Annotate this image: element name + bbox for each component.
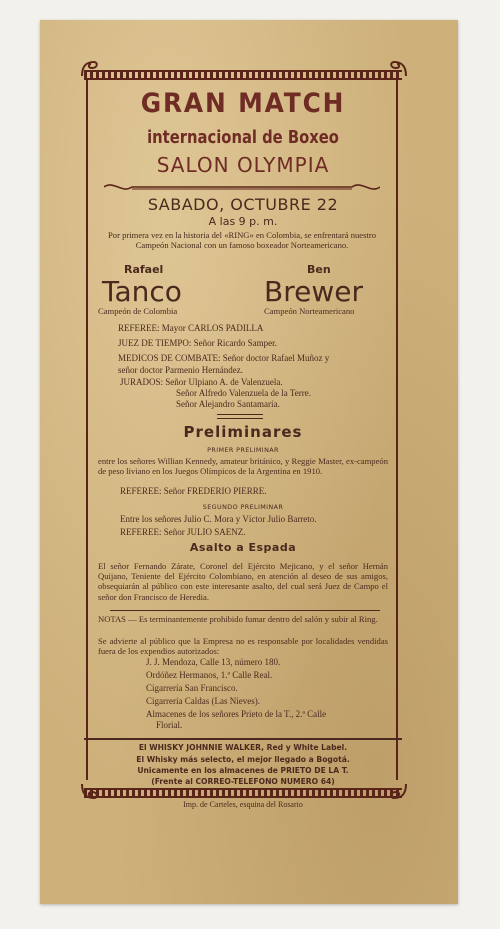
venue-name: SALON OLYMPIA — [156, 153, 330, 177]
advert-line-2: El Whisky más selecto, el mejor llegado a Bogotá. — [136, 755, 350, 764]
first-preliminary-referee: REFEREE: Señor FREDERIO PIERRE. — [120, 486, 267, 496]
referee-line: REFEREE: Mayor CARLOS PADILLA — [118, 323, 264, 333]
fighter-left-title: Campeón de Colombia — [98, 306, 178, 316]
judges-line-1: JURADOS: Señor Ulpiano A. de Valenzuela. — [120, 377, 283, 387]
preliminaries-heading: Preliminares — [183, 423, 303, 441]
poster-title: GRAN MATCH — [140, 88, 346, 119]
judges-line-2: Señor Alfredo Valenzuela de la Terre. — [176, 388, 311, 398]
printer-imprint: Imp. de Carteles, esquina del Rosario — [183, 800, 303, 809]
outlet-item: Ordóñez Hermanos, 1.ª Calle Real. — [146, 670, 273, 680]
outlet-item: J. J. Mendoza, Calle 13, número 180. — [146, 657, 281, 667]
corner-ornament-icon — [388, 780, 410, 802]
second-preliminary-referee: REFEREE: Señor JULIO SAENZ. — [120, 527, 246, 537]
fighter-right-title: Campeón Norteamericano — [264, 306, 355, 316]
first-preliminary-label: PRIMER PRELIMINAR — [207, 446, 279, 454]
section-divider — [217, 414, 263, 419]
frame-right-border — [396, 80, 401, 780]
notes-line-1: NOTAS — Es terminantemente prohibido fumar dentro del salón y subir al Ring. — [98, 614, 378, 624]
judges-line-3: Señor Alejandro Santamaría. — [176, 399, 280, 409]
exhibition-text: El señor Fernando Zárate, Coronel del Ejército Mejicano, y el señor Hernán Quijano, Teniente del Ejército Colombiano, en atención al deseo de sus amigos, obsequiarán al público con este interesante asalto, del cual será Juez de Campo el señor don Francisco de Heredia. — [98, 561, 388, 602]
fighter-left-last-name: Tanco — [102, 275, 182, 308]
second-preliminary-label: SEGUNDO PRELIMINAR — [202, 503, 284, 511]
fighter-left-first-name: Rafael — [124, 263, 164, 276]
event-intro: Por primera vez en la historia del «RING» en Colombia, se enfrentará nuestro Campeón Nacional con un famoso boxeador Norteamericano. — [108, 230, 376, 250]
notes-line-2: Se advierte al público que la Empresa no es responsable por localidades vendidas fuera de los expendios autorizados: — [98, 636, 388, 657]
corner-ornament-icon — [388, 58, 410, 80]
outlet-item: Almacenes de los señores Prieto de la T., 2.ª Calle — [146, 709, 327, 719]
frame-top-border — [84, 70, 402, 80]
corner-ornament-icon — [78, 58, 100, 80]
advert-line-1: El WHISKY JOHNNIE WALKER, Red y White Label. — [138, 743, 348, 752]
outlet-item: Florial. — [156, 720, 183, 730]
poster-subtitle: internacional de Boxeo — [147, 127, 339, 148]
frame-left-border — [86, 80, 91, 780]
advert-line-3: Unicamente en los almacenes de PRIETO DE LA T. — [137, 766, 349, 775]
fighter-right-last-name: Brewer — [264, 275, 363, 308]
timekeeper-line: JUEZ DE TIEMPO: Señor Ricardo Samper. — [118, 338, 277, 348]
notes-divider — [110, 610, 380, 611]
outlet-item: Cigarrería Caldas (Las Nieves). — [146, 696, 260, 706]
event-date: SABADO, OCTUBRE 22 — [147, 195, 339, 214]
divider-ornament-icon — [104, 180, 380, 194]
doctors-line-2: señor doctor Parmenio Hernández. — [118, 365, 243, 375]
second-preliminary-text: Entre los señores Julio C. Mora y Víctor Julio Barreto. — [120, 514, 317, 524]
first-preliminary-text: entre los señores Willian Kennedy, amateur británico, y Reggie Master, ex-campeón de peso liviano en los Juegos Olímpicos de la Argentina en 1910. — [98, 456, 388, 477]
advert-divider — [84, 738, 402, 740]
frame-bottom-border — [84, 788, 402, 798]
exhibition-heading: Asalto a Espada — [189, 541, 297, 554]
doctors-line-1: MEDICOS DE COMBATE: Señor doctor Rafael Muñoz y — [118, 353, 330, 363]
advert-line-4: (Frente al CORREO-TELEFONO NUMERO 64) — [151, 777, 335, 786]
event-time: A las 9 p. m. — [208, 215, 278, 228]
fighter-right-first-name: Ben — [307, 263, 331, 276]
outlet-item: Cigarrería San Francisco. — [146, 683, 238, 693]
